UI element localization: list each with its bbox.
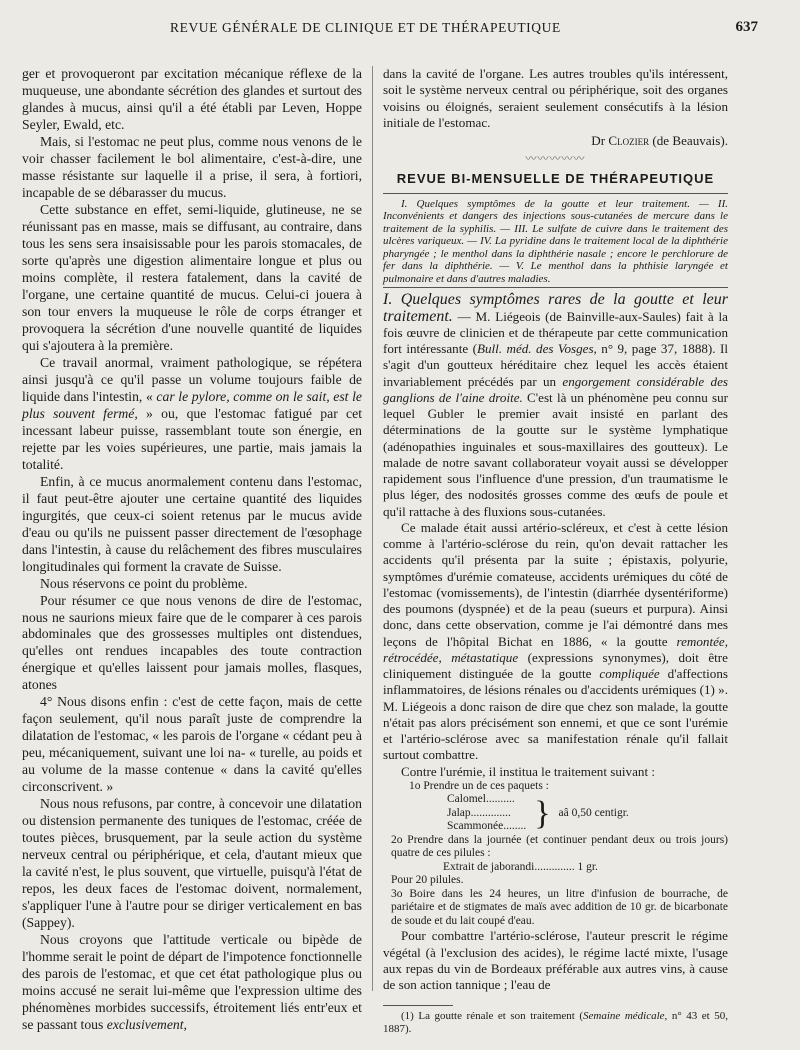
right-column — [383, 66, 728, 1036]
journal-title: REVUE GÉNÉRALE DE CLINIQUE ET DE THÉRAPEUTIQUE — [170, 20, 561, 35]
paragraph: Ce travail anormal, vraiment pathologique, se répétera ainsi jusqu'à ce qu'il passe un volume toujours faible de liquide dans l'intestin, « car le pylore, comme on le sait, est le plus souvent fermé, » ou, que l'estomac fatigué par cet incessant labeur puisse, rassemblant toute son énergie, en rejette par les voies supérieures, une partie, mais jamais la totalité. — [22, 354, 362, 472]
prescription-step: 2o Prendre dans la journée (et continuer pendant deux ou trois jours) quatre de ces pilules : — [391, 833, 728, 860]
footnote: (1) La goutte rénale et son traitement (Semaine médicale, n° 43 et 50, 1887). — [383, 1010, 729, 1036]
paragraph: Ce malade était aussi artério-scléreux, et c'est à cette lésion comme à l'artério-sclérose du rein, qu'on devait rattacher les accidents qu'il présenta par la suite ; épistaxis, polyurie, symptômes d'urémie comateuse, accidents urémiques du côté de l'estomac (vomissements), de l'intestin (diarrhée dysentériforme) des poumons (dyspnée) et de la peau (sueurs et purpura). Ainsi donc, dans cette observation, comme je l'ai démontré dans mes leçons de l'hôpital Bichat en 1886, « la goutte remontée, rétrocédée, métastatique (expressions synonymes), doit être cliniquement distinguée de la goutte compliquée d'affections inflammatoires, de lésions rénales ou d'accidents urémiques (1) ». M. Liégeois a donc raison de dire que chez son malade, la goutte n'était pas alors précisément son ennemi, et que ce sont l'urémie et l'artério-sclérose avec sa manifestation rénale qu'il fallait surtout combattre. — [383, 519, 728, 763]
brace: } — [534, 794, 551, 832]
ingredient: Jalap.............. — [447, 806, 511, 819]
prescription-table — [443, 793, 633, 834]
prescription-item: Extrait de jaborandi.............. 1 gr. — [443, 860, 598, 873]
paragraph: Mais, si l'estomac ne peut plus, comme nous venons de le voir chasser facilement le bol alimentaire, c'est-à-dire, une masse résistante sur laquelle il a prise, il sera, à fortiori, incapable de se débarasser du mucus. — [22, 133, 362, 200]
page-number: 637 — [735, 19, 758, 35]
prescription — [383, 780, 728, 929]
paragraph: Enfin, à ce mucus anormalement contenu dans l'estomac, il faut peut-être ajouter une certaine quantité des liquides ingurgités, que ceux-ci soient retenus par le mucus avide d'eau ou qu'ils ne puissent passer directement de l'œsophage dans l'intestin, à cause du relâchement des fibres musculaires longitudinales qui forment la cravate de Suisse. — [22, 473, 362, 574]
footnote-rule — [383, 1005, 453, 1006]
paragraph: Nous croyons que l'attitude verticale ou bipède de l'homme serait le point de départ de l'impotence fonctionnelle des parois de l'estomac, et que cet état pathologique plus ou moins accusé ne serait lui-même que l'expression ultime des phénomènes morbides successifs, étroitement liés entr'eux et se passant tous exclusivement, — [22, 932, 362, 1033]
paragraph: Cette substance en effet, semi-liquide, glutineuse, ne se réunissant pas en masse, mais se diffusant, au contraire, dans tous les sens sera insaisissable pour les parois stomacales, de sorte qu'après une digestion alimentaire longue et plus ou moins complète, il restera fatalement, dans la cavité de l'organe, une certaine quantité de mucus. Celui-ci jouera à son tour envers la muqueuse le rôle de corps étranger et provoquera la sécrétion d'une nouvelle quantité de liquides qui s'ajoutera à la première. — [22, 201, 362, 353]
paragraph: Nous réservons ce point du problème. — [40, 575, 248, 591]
ingredient: Scammonée........ — [447, 820, 527, 833]
ornament-separator: 〰〰〰〰〰 — [525, 153, 586, 166]
paragraph: Contre l'urémie, il institua le traitement suivant : — [401, 763, 655, 779]
left-column — [22, 66, 362, 1034]
paragraph: ger et provoqueront par excitation mécanique réflexe de la muqueuse, une abondante sécrétion des glandes et surtout des glandes à mucus, ainsi qu'il a été établi par Leven, Hoppe Seyler, Ewald, etc. — [22, 66, 362, 132]
paragraph: Nous nous refusons, par contre, à concevoir une dilatation ou distension permanente des tuniques de l'estomac, créée de toutes pièces, brusquement, par la seule action du système nerveux central ou périphérique, et cela, d'autant mieux que la cavité n'est, le plus souvent, que virtuelle, puisqu'à l'état de repos, les deux faces de l'estomac doivent, normalement, s'appliquer l'une à l'autre pour se diriger verticalement en bas (Sappey). — [22, 796, 362, 931]
prescription-note: Pour 20 pilules. — [391, 874, 464, 887]
running-header — [0, 10, 800, 34]
dose: aâ 0,50 centigr. — [558, 806, 629, 819]
paragraph: Pour résumer ce que nous venons de dire de l'estomac, nous ne saurions mieux faire que de le comparer à ces parois abdominales que des grossesses multiples ont distendues, qu'elles ont rendues incapables des toute contraction énergique et qu'elles laissent pour jamais molles, flasques, atones — [22, 592, 362, 693]
prescription-step: 1o Prendre un de ces paquets : — [409, 779, 549, 792]
lead-paragraph: I. Quelques symptômes rares de la goutte et leur traitement. — M. Liégeois (de Bainville-aux-Saules) fait à la fois œuvre de clinicien et de thérapeute par cette communication fort intéressante (Bull. méd. des Vosges, n° 9, page 37, 1888). Il s'agit d'un goutteux héréditaire chez lequel les accès étaient invariablement précédés par un engorgement considérable des ganglions de l'aine droite. C'est là un phénomène peu connu sur lequel Gubler le premier avait insisté en parlant des déterminations de la goutte sur le système lymphatique (adénopathies inguinales et sous-maxillaires des goutteux). Le malade de notre savant collaborateur voyait aussi se développer rapidement sous l'influence d'une pression, d'un traumatisme le plus léger, des nodosités grosses comme des œufs de poule et qu'il rattache à des fluxions sous-cutanées. — [383, 291, 728, 519]
prescription-step: 3o Boire dans les 24 heures, un litre d'infusion de bourrache, de pariétaire et de stigmates de maïs avec addition de 10 gr. de bicarbonate de soude et du lait coupé d'eau. — [391, 887, 728, 927]
lead-heading: I. Quelques symptômes rares de la goutte et leur traitement. — [383, 291, 728, 325]
section-summary: I. Quelques symptômes de la goutte et leur traitement. — II. Inconvénients et dangers des injections sous-cutanées de mercure dans le traitement de la syphilis. — III. Le sulfate de cuivre dans le traitement des ulcères variqueux. — IV. La pyridine dans le traitement local de la diphthérie pharyngée ; le menthol dans la diphthérie nasale ; encore le perchlorure de fer dans la diphthérie. — V. Le menthol dans la phthisie laryngée et pulmonaire et dans d'autres maladies. — [383, 197, 728, 285]
section-title: REVUE BI-MENSUELLE DE THÉRAPEUTIQUE — [396, 170, 715, 186]
paragraph: Pour combattre l'artério-sclérose, l'auteur prescrit le régime végétal (à l'exclusion des acides), le régime lacté mixte, l'usage aux repas du vin de Bordeaux préférable aux autres vins, à cause de son action tannique ; l'eau de — [383, 928, 728, 992]
paragraph: dans la cavité de l'organe. Les autres troubles qu'ils intéressent, soit le système nerveux central ou périphérique, soit des organes voisins ou éloignés, seraient seulement consécutifs à la lésion initiale de l'estomac. — [383, 66, 728, 130]
ingredient: Calomel.......... — [447, 793, 515, 806]
italic-quote: car le pylore, comme on le sait, est le plus souvent fermé, — [22, 388, 362, 421]
paragraph: 4° Nous disons enfin : c'est de cette façon, mais de cette façon seulement, qu'il nous paraît juste de comprendre la dilatation de l'estomac, « les parois de l'organe « cédant peu à peu, mécaniquement, suivant une loi na- « turelle, au poids et au volume de la masse contenue « dans la cavité qu'elles circonscrivent. » — [22, 694, 362, 795]
summary-rule — [383, 287, 728, 288]
section-rule — [383, 193, 728, 194]
author-signature: Dr Clozier (de Beauvais). — [591, 133, 728, 148]
column-divider — [372, 66, 373, 991]
